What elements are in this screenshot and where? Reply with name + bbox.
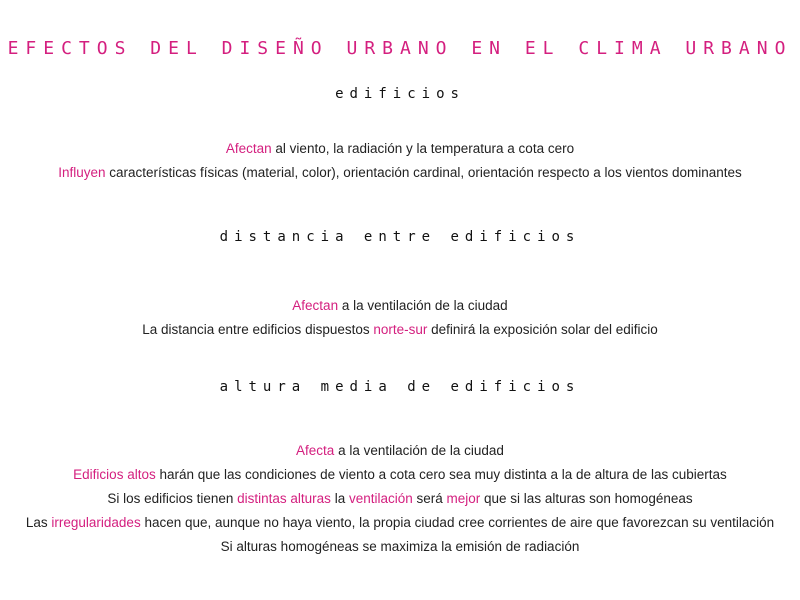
page-title: EFECTOS DEL DISEÑO URBANO EN EL CLIMA URBANO bbox=[7, 38, 793, 59]
text-line bbox=[0, 322, 800, 337]
highlighted-term: norte-sur bbox=[373, 322, 428, 337]
text-segment: Si los edificios tienen bbox=[107, 491, 238, 506]
highlighted-term: Afectan bbox=[225, 141, 272, 156]
text-segment: Si alturas homogéneas se maximiza la emisión de radiación bbox=[220, 539, 580, 554]
text-line bbox=[0, 141, 800, 156]
text-line bbox=[0, 165, 800, 180]
highlighted-term: distintas alturas bbox=[237, 491, 331, 506]
section-heading-distancia: distancia entre edificios bbox=[219, 229, 581, 245]
text-segment: que si las alturas son homogéneas bbox=[480, 491, 693, 506]
text-line bbox=[0, 443, 800, 458]
section-heading-edificios: edificios bbox=[335, 86, 465, 102]
text-line bbox=[0, 298, 800, 313]
text-segment: definirá la exposición solar del edificio bbox=[427, 322, 658, 337]
text-segment: La distancia entre edificios dispuestos bbox=[142, 322, 374, 337]
highlighted-term: irregularidades bbox=[51, 515, 141, 530]
highlighted-term: Influyen bbox=[58, 165, 106, 180]
section-heading-altura: altura media de edificios bbox=[219, 379, 581, 395]
highlighted-term: ventilación bbox=[348, 491, 413, 506]
highlighted-term: Afectan bbox=[292, 298, 339, 313]
text-line bbox=[0, 491, 800, 506]
text-segment: Las bbox=[25, 515, 52, 530]
highlighted-term: Afecta bbox=[296, 443, 335, 458]
text-segment: a la ventilación de la ciudad bbox=[338, 298, 508, 313]
text-line bbox=[0, 467, 800, 482]
highlighted-term: mejor bbox=[446, 491, 481, 506]
text-segment: la bbox=[330, 491, 349, 506]
text-segment: será bbox=[412, 491, 447, 506]
text-line bbox=[0, 539, 800, 554]
text-segment: hacen que, aunque no haya viento, la propia ciudad cree corrientes de aire que favorezcan su ventilación bbox=[140, 515, 775, 530]
text-segment: harán que las condiciones de viento a cota cero sea muy distinta a la de altura de las cubiertas bbox=[155, 467, 727, 482]
highlighted-term: Edificios altos bbox=[73, 467, 156, 482]
text-segment: a la ventilación de la ciudad bbox=[334, 443, 504, 458]
text-segment: características físicas (material, color), orientación cardinal, orientación respecto a los vientos dominantes bbox=[105, 165, 742, 180]
text-line bbox=[0, 515, 800, 530]
text-segment: al viento, la radiación y la temperatura a cota cero bbox=[271, 141, 575, 156]
